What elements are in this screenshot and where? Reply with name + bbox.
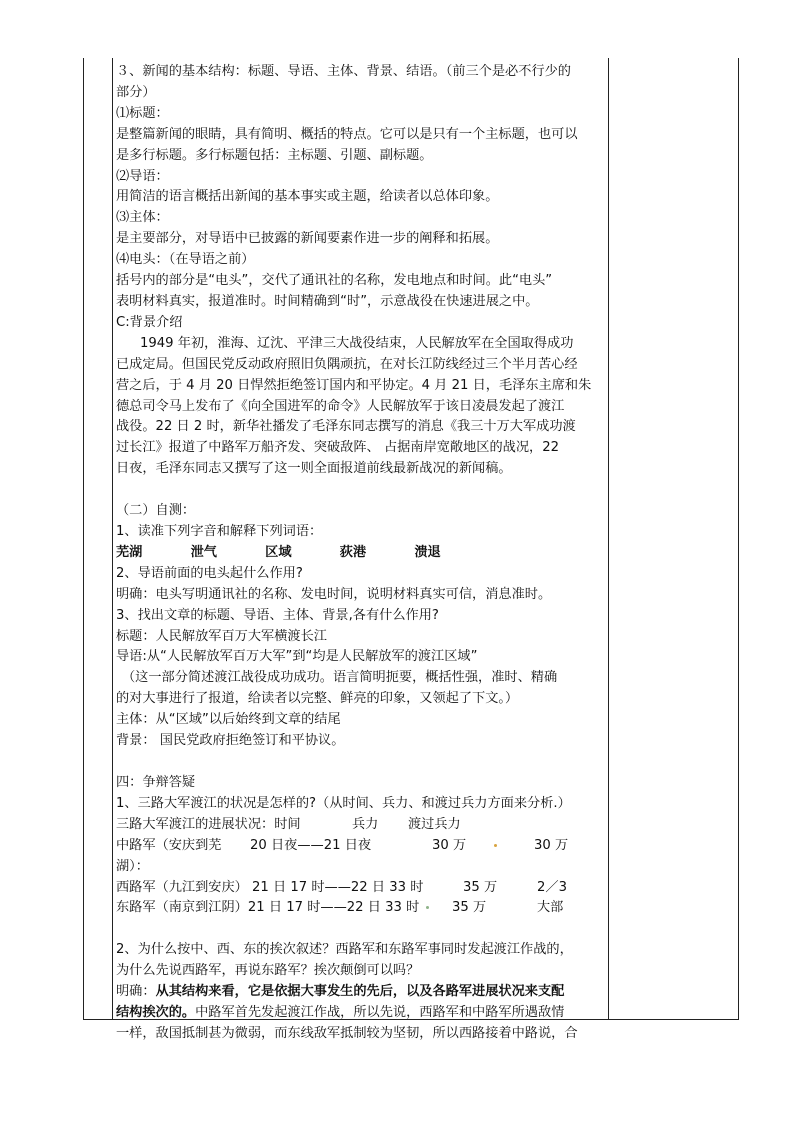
section-heading: （二）自测： [116,503,196,519]
answer-text: 中路军首先发起渡江作战，所以先说，西路军和中路军所遇敌情 [195,1005,565,1021]
text-line: 战役。22 日 2 时，新华社播发了毛泽东同志撰写的消息《我三十万大军成功渡 [116,419,576,435]
army-crossed: 30 万 [534,837,569,853]
vocab-word: 泄气 [190,544,217,560]
dot-mark [426,898,452,919]
text-line: 括号内的部分是“电头”，交代了通讯社的名称，发电地点和时间。此“电头” [116,273,553,289]
text-line: 是整篇新闻的眼睛，具有简明、概括的特点。它可以是只有一个主标题，也可以 [116,126,578,142]
text-line: 是主要部分，对导语中已披露的新闻要素作进一步的阐释和拓展。 [116,231,499,247]
text-line: 表明材料真实，报道准时。时间精确到“时”，示意战役在快速进展之中。 [116,293,539,309]
army-crossed: 2／3 [537,879,567,895]
table-column-divider-left [112,58,113,1019]
text-line [116,982,609,1003]
vocab-word: 芜湖 [116,544,143,560]
section-heading: 四：争辩答疑 [116,775,196,790]
army-troops: 35 万 [452,900,487,916]
army-name: 中路军（安庆到芜湖）： [116,837,222,874]
text-line: 过长江》报道了中路军万船齐发、突破敌阵、 占据南岸宽敞地区的战况，22 [116,440,559,456]
army-name-time: 东路军（南京到江阴）21 日 17 时——22 日 33 时 [116,900,420,916]
text-line: 已成定局。但国民党反动政府照旧负隅顽抗，在对长江防线经过三个半月苦心经 [116,356,578,372]
text-line: 为什么先说西路军，再说东路军？挨次颠倒可以吗？ [116,963,420,979]
vocab-word: 荻港 [339,544,367,560]
army-troops: 30 万 [432,837,467,853]
army-row-west [116,878,609,899]
dot-mark [494,836,534,878]
text-line: 2、导语前面的电头起什么作用? [116,565,303,581]
text-line: 1、读准下列字音和解释下列词语： [116,524,323,540]
army-name: 西路军（九江到安庆） [116,879,248,895]
text-line: 主体：从“区域”以后始终到文章的结尾 [116,712,341,728]
answer-label: 明确： [116,984,156,1000]
blank-line [116,480,609,501]
text-line: 的对大事进行了报道，给读者以完整、鲜亮的印象，又领起了下文。） [116,691,519,707]
text-line: 标题：人民解放军百万大军横渡长江 [116,628,327,644]
text-line: ３、新闻的基本结构：标题、导语、主体、背景、结语。（前三个是必不行少的 [116,64,571,79]
text-line: 用简洁的语言概括出新闻的基本事实或主题，给读者以总体印象。 [116,189,499,205]
header-time: 三路大军渡江的进展状况：时间 [116,816,301,832]
answer-bold: 从其结构来看，它是依据大事发生的先后，以及各路军进展状况来支配 [155,984,565,1000]
dot-mark-green [426,906,429,909]
text-line: （这一部分简述渡江战役成功成功。语言简明扼要，概括性强，准时、精确 [122,670,558,686]
text-line: ⑷电头：（在导语之前） [116,252,255,268]
army-time: 20 日夜——21 日夜 [250,837,372,853]
vocab-word: 溃退 [414,544,441,560]
vocab-list [116,543,609,564]
text-line: 一样，敌国抵制甚为微弱，而东线敌军抵制较为坚韧，所以西路接着中路说，合 [116,1025,578,1041]
text-line: 是多行标题。多行标题包括：主标题、引题、副标题。 [116,147,433,163]
table-content-cell [116,62,609,1041]
header-crossed: 渡过兵力 [408,816,461,832]
text-line: 日夜，毛泽东同志又撰写了这一则全面报道前线最新战况的新闻稿。 [116,461,512,477]
blank-line [116,752,609,773]
text-line: 德总司令马上发布了《向全国进军的命令》人民解放军于该日凌晨发起了渡江 [116,398,565,414]
army-troops: 35 万 [463,879,498,895]
blank-line [116,919,609,940]
text-line: 明确：电头写明通讯社的名称、发电时间，说明材料真实可信，消息准时。 [116,586,552,602]
text-line: ⑶主体： [116,210,169,226]
text-line: 背景： 国民党政府拒绝签订和平协议。 [116,733,345,749]
dot-mark-orange [494,844,497,847]
text-line: 营之后，于 4 月 20 日悍然拒绝签订国内和平协定。4 月 21 日，毛泽东主席和朱 [116,377,592,393]
army-row-central [116,836,609,878]
text-line: 2、为什么按中、西、东的挨次叙述？西路军和东路军事同时发起渡江作战的， [116,942,573,958]
text-line: ⑵导语： [116,168,169,184]
army-table-header [116,815,609,836]
answer-bold: 结构挨次的。 [116,1005,196,1021]
army-time: 21 日 17 时——22 日 33 时 [252,879,424,895]
header-troops: 兵力 [352,816,379,832]
text-line: ⑴标题： [116,105,169,121]
text-line: 1、三路大军渡江的状况是怎样的?（从时间、兵力、和渡过兵力方面来分析.） [116,795,571,811]
army-row-east [116,898,609,919]
army-crossed: 大部 [537,900,564,916]
text-line [116,1003,609,1024]
text-line: 部分） [116,84,156,100]
text-line: 1949 年初，淮海、辽沈、平津三大战役结束，人民解放军在全国取得成功 [140,335,574,351]
vocab-word: 区域 [265,544,292,560]
text-line: 3、找出文章的标题、导语、主体、背景,各有什么作用? [116,607,439,623]
section-heading: C:背景介绍 [116,314,183,330]
text-line: 导语:从“人民解放军百万大军”到“均是人民解放军的渡江区域” [116,649,478,665]
